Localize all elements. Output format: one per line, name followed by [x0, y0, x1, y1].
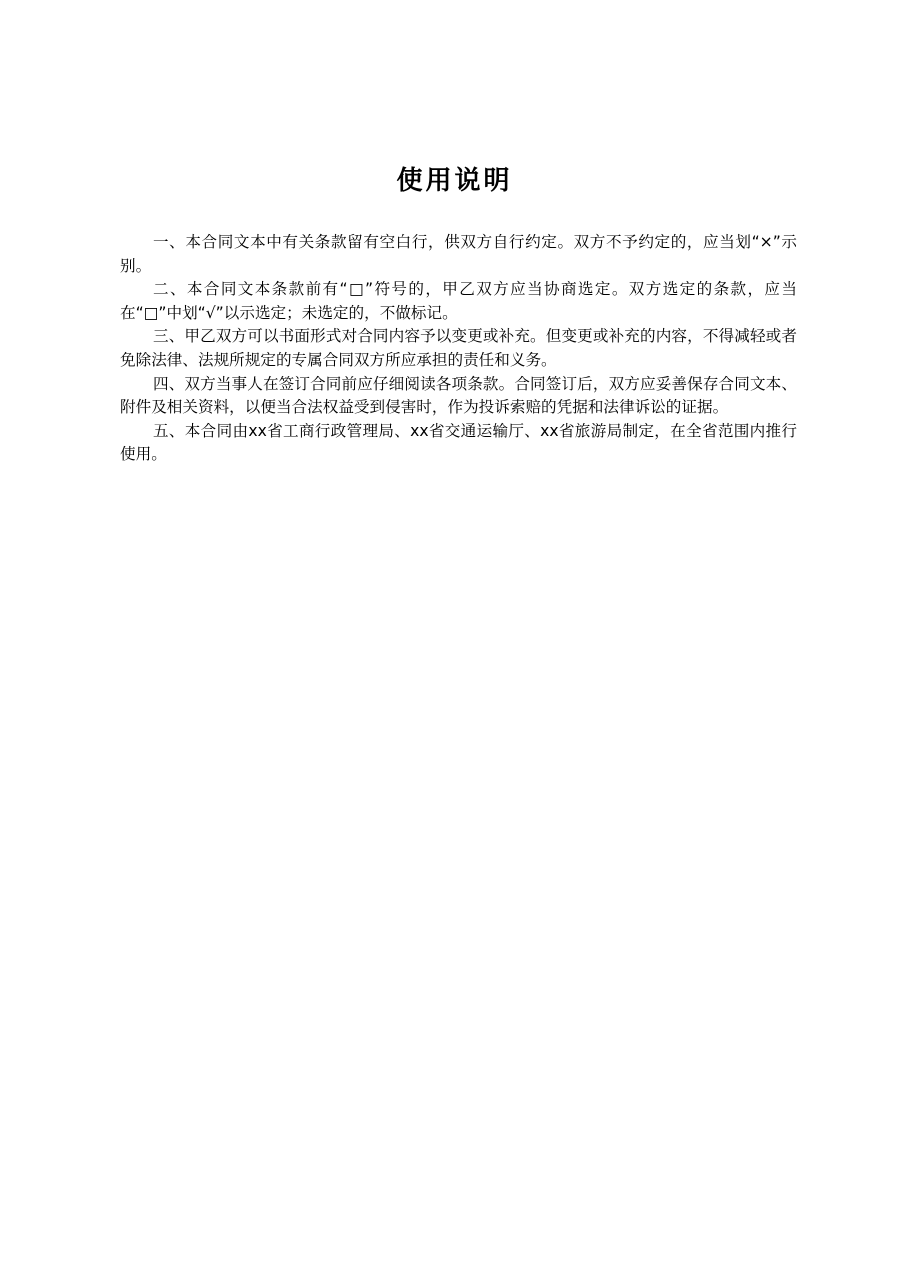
instructions-body	[120, 231, 797, 467]
document-title: 使用说明	[396, 166, 513, 196]
instruction-paragraph-2: 二、本合同文本条款前有“□”符号的，甲乙双方应当协商选定。双方选定的条款，应当在“□”中划“√”以示选定；未选定的，不做标记。	[120, 280, 797, 322]
instruction-paragraph-4: 四、双方当事人在签订合同前应仔细阅读各项条款。合同签订后，双方应妥善保存合同文本、附件及相关资料，以便当合法权益受到侵害时，作为投诉索赔的凭据和法律诉讼的证据。	[120, 374, 797, 417]
instruction-paragraph-1: 一、本合同文本中有关条款留有空白行，供双方自行约定。双方不予约定的，应当划“×”示别。	[120, 233, 797, 275]
instruction-paragraph-3: 三、甲乙双方可以书面形式对合同内容予以变更或补充。但变更或补充的内容，不得减轻或者免除法律、法规所规定的专属合同双方所应承担的责任和义务。	[120, 327, 797, 369]
instruction-paragraph-5: 五、本合同由xx省工商行政管理局、xx省交通运输厅、xx省旅游局制定，在全省范围内推行使用。	[120, 421, 797, 464]
